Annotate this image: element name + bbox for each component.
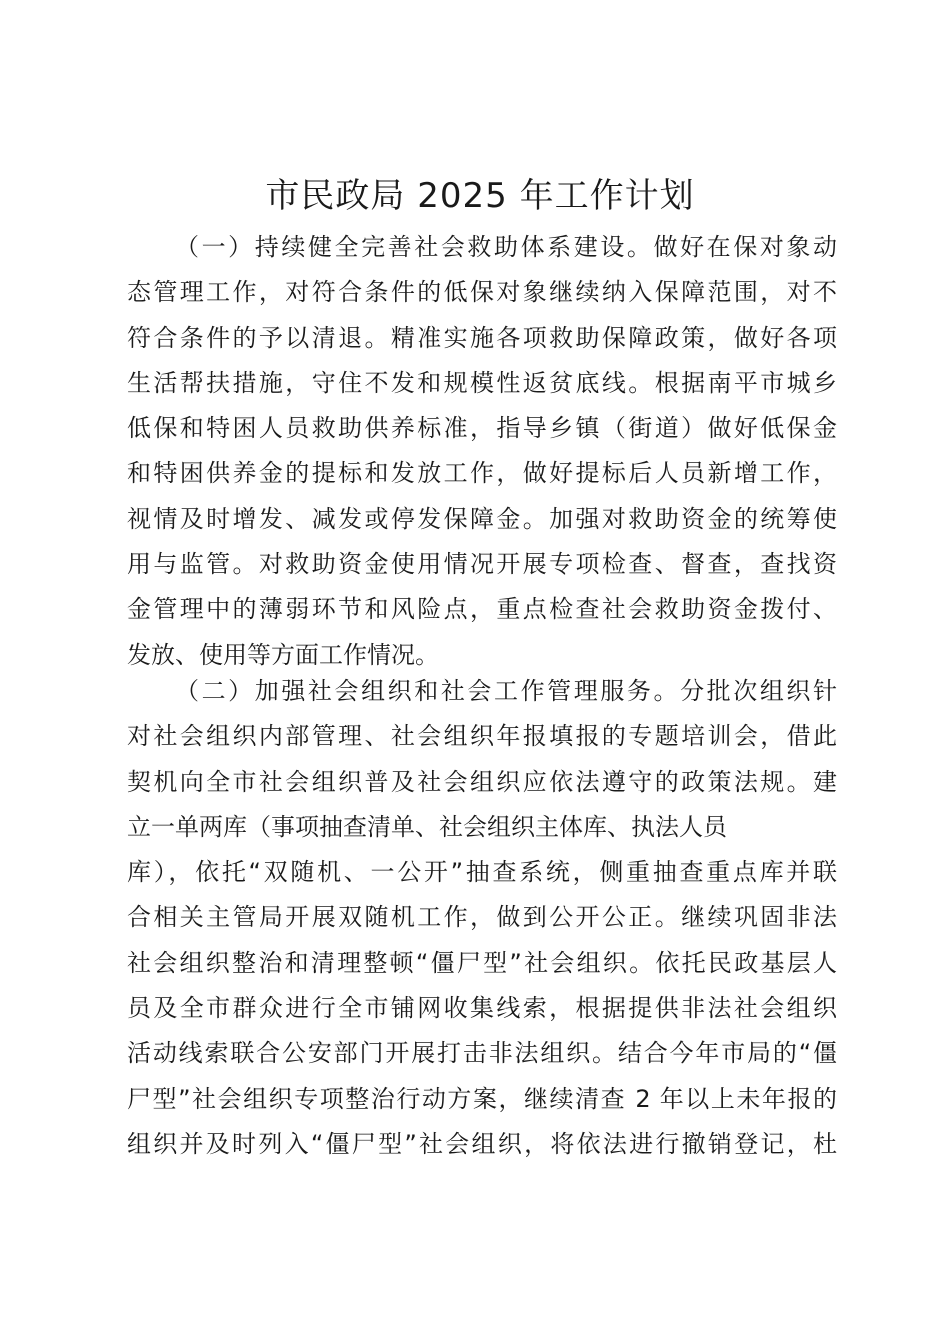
paragraph-line: 金管理中的薄弱环节和风险点，重点检查社会救助资金拨付、 bbox=[127, 595, 837, 624]
paragraph-social-assistance bbox=[127, 225, 837, 678]
paragraph-line: 生活帮扶措施，守住不发和规模性返贫底线。根据南平市城乡 bbox=[127, 368, 837, 397]
paragraph-line: 活动线索联合公安部门开展打击非法组织。结合今年市局的“僵 bbox=[127, 1039, 837, 1068]
paragraph-line: 和特困供养金的提标和发放工作，做好提标后人员新增工作， bbox=[127, 459, 837, 488]
paragraph-line: 视情及时增发、减发或停发保障金。加强对救助资金的统筹使 bbox=[127, 504, 837, 533]
paragraph-social-organizations bbox=[127, 669, 837, 1167]
paragraph-line: 组织并及时列入“僵尸型”社会组织，将依法进行撤销登记，杜 bbox=[127, 1129, 837, 1158]
paragraph-line: 尸型”社会组织专项整治行动方案，继续清查 2 年以上未年报的 bbox=[127, 1084, 837, 1113]
paragraph-line: 发放、使用等方面工作情况。 bbox=[127, 640, 439, 669]
paragraph-line: 立一单两库（事项抽查清单、社会组织主体库、执法人员 bbox=[127, 812, 727, 841]
paragraph-line: 库），依托“双随机、一公开”抽查系统，侧重抽查重点库并联 bbox=[127, 858, 837, 887]
paragraph-line: 契机向全市社会组织普及社会组织应依法遵守的政策法规。建 bbox=[127, 767, 837, 796]
paragraph-line: （一）持续健全完善社会救助体系建设。做好在保对象动 bbox=[175, 233, 837, 261]
paragraph-line: 对社会组织内部管理、社会组织年报填报的专题培训会，借此 bbox=[127, 722, 837, 751]
paragraph-line: 符合条件的予以清退。精准实施各项救助保障政策，做好各项 bbox=[127, 323, 837, 352]
paragraph-line: 用与监管。对救助资金使用情况开展专项检查、督查，查找资 bbox=[127, 550, 837, 579]
paragraph-line: （二）加强社会组织和社会工作管理服务。分批次组织针 bbox=[175, 677, 837, 705]
paragraph-line: 员及全市群众进行全市铺网收集线索，根据提供非法社会组织 bbox=[127, 994, 837, 1023]
paragraph-line: 低保和特困人员救助供养标准，指导乡镇（街道）做好低保金 bbox=[127, 414, 837, 443]
paragraph-line: 态管理工作，对符合条件的低保对象继续纳入保障范围，对不 bbox=[127, 278, 837, 307]
document-title: 市民政局 2025 年工作计划 bbox=[265, 176, 695, 216]
paragraph-line: 社会组织整治和清理整顿“僵尸型”社会组织。依托民政基层人 bbox=[127, 948, 837, 977]
paragraph-line: 合相关主管局开展双随机工作，做到公开公正。继续巩固非法 bbox=[127, 903, 837, 932]
